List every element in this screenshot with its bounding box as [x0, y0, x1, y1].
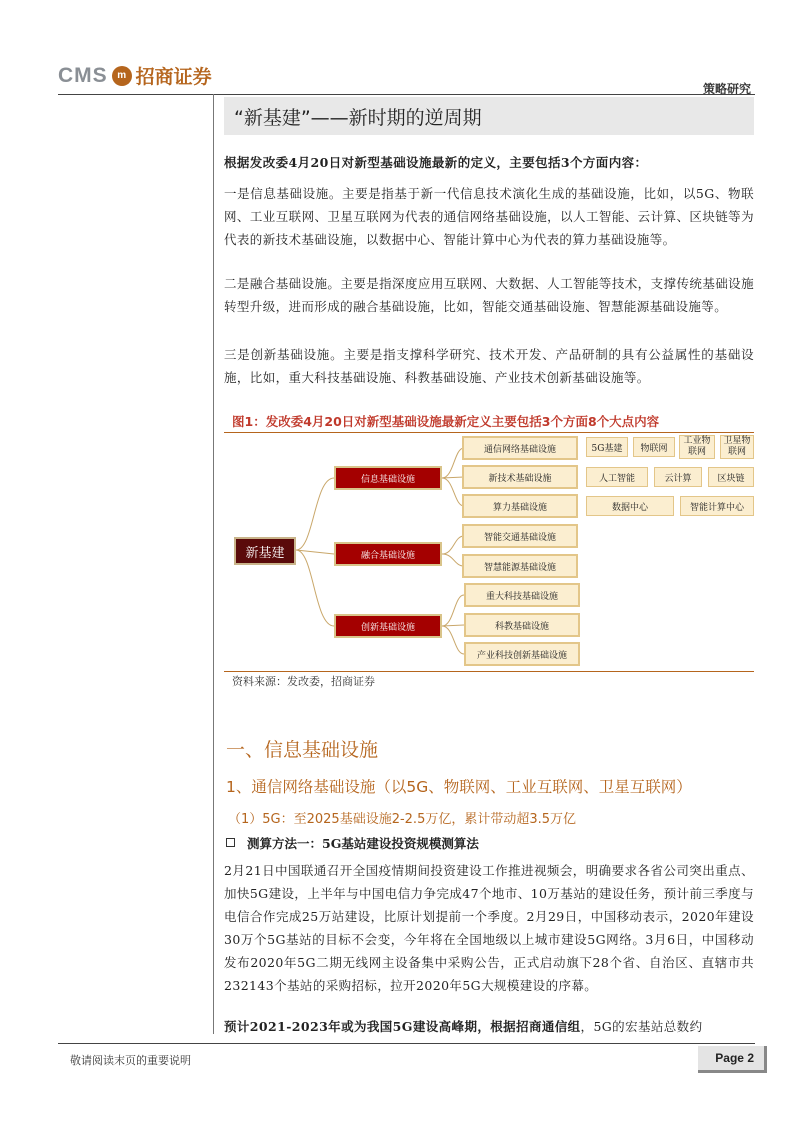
diagram-leaf-new-tech: 新技术基础设施 [462, 465, 578, 489]
diagram-tag-5g: 5G基建 [586, 437, 628, 457]
header-divider [58, 94, 755, 95]
last-paragraph-rest: ，5G的宏基站总数约 [580, 1019, 703, 1034]
diagram-tag-blockchain: 区块链 [708, 467, 754, 487]
footer-divider [58, 1043, 755, 1044]
footer-notice: 敬请阅读末页的重要说明 [70, 1054, 191, 1067]
diagram-tag-data-center: 数据中心 [586, 496, 674, 516]
paragraph-fusion-infrastructure: 二是融合基础设施。主要是指深度应用互联网、大数据、人工智能等技术，支撑传统基础设施转型升级，进而形成的融合基础设施，比如，智能交通基础设施、智慧能源基础设施等。 [224, 276, 754, 314]
method-bullet-text: 测算方法一：5G基站建设投资规模测算法 [247, 836, 479, 851]
paragraph-info-infrastructure: 一是信息基础设施。主要是指基于新一代信息技术演化生成的基础设施，比如，以5G、物联网、工业互联网、卫星互联网为代表的通信网络基础设施，以人工智能、云计算、区块链等为代表的新技术基础设施，以数据中心、智能计算中心为代表的算力基础设施等。 [224, 186, 754, 247]
method-bullet [226, 834, 479, 852]
diagram-leaf-major-sci-tech: 重大科技基础设施 [464, 583, 580, 607]
figure-caption: 图1：发改委4月20日对新型基础设施最新定义主要包括3个方面8个大点内容 [232, 414, 660, 429]
diagram-leaf-sci-edu: 科教基础设施 [464, 613, 580, 637]
section-heading: 一、信息基础设施 [226, 739, 379, 761]
diagram-group-fusion: 融合基础设施 [334, 542, 442, 566]
subsection-heading: 1、通信网络基础设施（以5G、物联网、工业互联网、卫星互联网） [226, 778, 692, 796]
figure-bottom-rule [224, 671, 754, 672]
diagram-leaf-smart-energy: 智慧能源基础设施 [462, 554, 578, 578]
logo-chinese-name: 招商证券 [135, 66, 212, 88]
diagram-leaf-computing: 算力基础设施 [462, 494, 578, 518]
diagram-group-info: 信息基础设施 [334, 466, 442, 490]
logo-cms-text: CMS [58, 63, 108, 87]
diagram-tag-iot: 物联网 [633, 437, 675, 457]
page-title-bar [224, 97, 754, 135]
sub-subsection-heading: （1）5G：至2025基础设施2-2.5万亿，累计带动超3.5万亿 [228, 812, 577, 827]
intro-lead: 根据发改委4月20日对新型基础设施最新的定义，主要包括3个方面内容： [224, 155, 648, 170]
diagram-tag-satellite-iot: 卫星物联网 [720, 435, 754, 459]
page-title: “新基建”——新时期的逆周期 [234, 107, 482, 129]
diagram-leaf-industrial-innovation: 产业科技创新基础设施 [464, 642, 580, 666]
company-logo [58, 62, 212, 89]
diagram-tag-ai: 人工智能 [586, 467, 648, 487]
infrastructure-diagram [224, 433, 754, 671]
section-last-paragraph [224, 1015, 754, 1038]
figure-source: 资料来源：发改委，招商证券 [232, 675, 375, 688]
diagram-leaf-comm-network: 通信网络基础设施 [462, 436, 578, 460]
diagram-group-innovation: 创新基础设施 [334, 614, 442, 638]
paragraph-innovation-infrastructure: 三是创新基础设施。主要是指支撑科学研究、技术开发、产品研制的具有公益属性的基础设施，比如，重大科技基础设施、科教基础设施、产业技术创新基础设施等。 [224, 347, 754, 385]
diagram-leaf-smart-transport: 智能交通基础设施 [462, 524, 578, 548]
page-number: Page 2 [715, 1051, 754, 1065]
section-body-paragraph: 2月21日中国联通召开全国疫情期间投资建设工作推进视频会，明确要求各省公司突出重点、加快5G建设，上半年与中国电信力争完成47个地市、10万基站的建设任务，预计前三季度与电信合作完成25万站建设，比原计划提前一个季度。2月29日，中国移动表示，2020年建设30万个5G基站的目标不会变，今年将在全国地级以上城市建设5G网络。3月6日，中国移动发布2020年5G二期无线网主设备集中采购公告，正式启动旗下28个省、自治区、直辖市共232143个基站的采购招标，拉开2020年5G大规模建设的序幕。 [224, 863, 754, 993]
diagram-tag-industrial-iot: 工业物联网 [679, 435, 715, 459]
last-paragraph-bold: 预计2021-2023年或为我国5G建设高峰期，根据招商通信组 [224, 1019, 581, 1034]
diagram-tag-smart-computing: 智能计算中心 [680, 496, 754, 516]
page-number-box [698, 1046, 767, 1073]
checkbox-square-icon [226, 838, 235, 847]
logo-badge-icon: m [112, 66, 132, 86]
report-section-label: 策略研究 [702, 82, 751, 96]
diagram-root-node: 新基建 [234, 537, 296, 565]
diagram-tag-cloud: 云计算 [654, 467, 702, 487]
margin-divider [213, 94, 214, 1034]
